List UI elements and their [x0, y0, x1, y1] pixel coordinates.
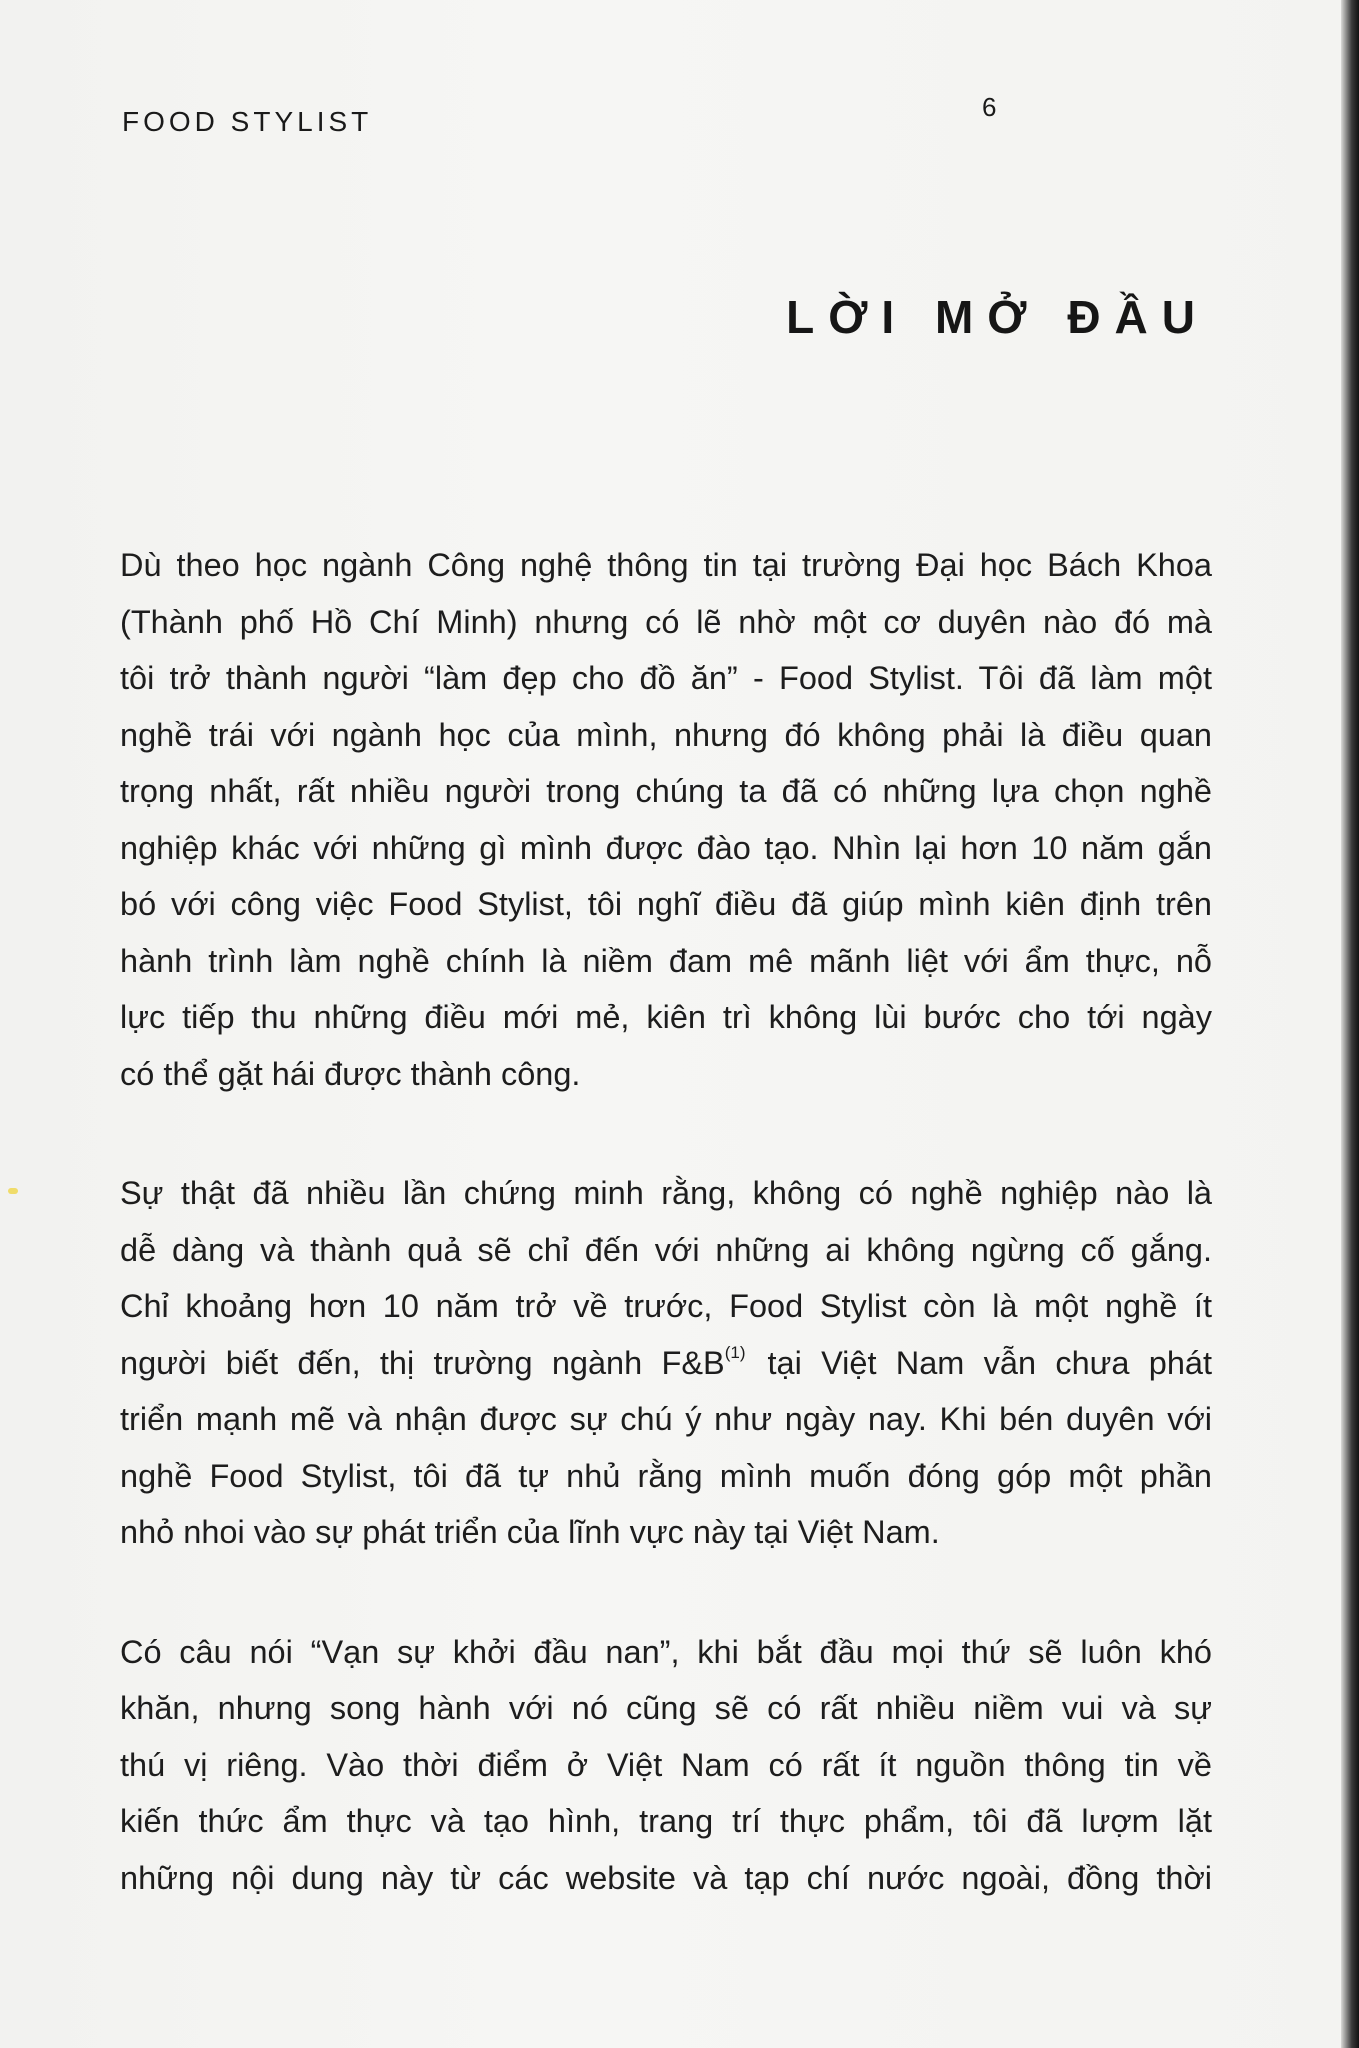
text-line: tôi trở thành người “làm đẹp cho đồ ăn” - Food Stylist. Tôi đã làm một	[120, 660, 1212, 696]
text-line: Sự thật đã nhiều lần chứng minh rằng, không có nghề nghiệp nào là	[120, 1175, 1212, 1211]
text-line: Dù theo học ngành Công nghệ thông tin tại trường Đại học Bách Khoa	[120, 547, 1212, 583]
text-line: lực tiếp thu những điều mới mẻ, kiên trì không lùi bước cho tới ngày	[120, 999, 1212, 1035]
text-line: nghiệp khác với những gì mình được đào tạo. Nhìn lại hơn 10 năm gắn	[120, 829, 1212, 866]
text-line: thú vị riêng. Vào thời điểm ở Việt Nam có rất ít nguồn thông tin về	[120, 1746, 1212, 1783]
text-line: khăn, nhưng song hành với nó cũng sẽ có rất nhiều niềm vui và sự	[120, 1690, 1212, 1726]
running-head: FOOD STYLIST	[122, 106, 373, 137]
chapter-title: LỜI MỞ ĐẦU	[786, 291, 1209, 343]
text-line: nghề Food Stylist, tôi đã tự nhủ rằng mình muốn đóng góp một phần	[120, 1457, 1212, 1494]
text-line: (Thành phố Hồ Chí Minh) nhưng có lẽ nhờ một cơ duyên nào đó mà	[120, 603, 1212, 640]
text-line: dễ dàng và thành quả sẽ chỉ đến với những ai không ngừng cố gắng.	[120, 1231, 1212, 1268]
text-line: hành trình làm nghề chính là niềm đam mê mãnh liệt với ẩm thực, nỗ	[120, 942, 1212, 979]
text-line: Có câu nói “Vạn sự khởi đầu nan”, khi bắt đầu mọi thứ sẽ luôn khó	[120, 1633, 1212, 1670]
body-text	[120, 537, 1212, 1969]
text-segment: tại Việt Nam vẫn chưa phát	[767, 1344, 1213, 1381]
text-line: nhỏ nhoi vào sự phát triển của lĩnh vực này tại Việt Nam.	[120, 1514, 940, 1550]
text-line: nghề trái với ngành học của mình, nhưng đó không phải là điều quan	[120, 716, 1212, 753]
text-line: trọng nhất, rất nhiều người trong chúng ta đã có những lựa chọn nghề	[120, 773, 1212, 809]
paragraph-2	[120, 1165, 1212, 1561]
text-line-with-footnote	[120, 1335, 1212, 1392]
footnote-reference: (1)	[724, 1342, 746, 1362]
text-line: triển mạnh mẽ và nhận được sự chú ý như ngày nay. Khi bén duyên với	[120, 1401, 1212, 1437]
text-line: kiến thức ẩm thực và tạo hình, trang trí thực phẩm, tôi đã lượm lặt	[120, 1803, 1212, 1839]
paragraph-1	[120, 537, 1212, 1102]
text-line: có thể gặt hái được thành công.	[120, 1055, 581, 1092]
text-line: Chỉ khoảng hơn 10 năm trở về trước, Food Stylist còn là một nghề ít	[120, 1288, 1212, 1324]
text-line: những nội dung này từ các website và tạp chí nước ngoài, đồng thời	[120, 1859, 1212, 1896]
paper-speck	[8, 1188, 18, 1194]
paragraph-3	[120, 1624, 1212, 1907]
page-edge-shadow	[1341, 0, 1359, 2048]
page-number: 6	[982, 92, 997, 122]
text-segment: người biết đến, thị trường ngành F&B	[120, 1344, 725, 1381]
text-line: bó với công việc Food Stylist, tôi nghĩ điều đã giúp mình kiên định trên	[120, 886, 1212, 922]
